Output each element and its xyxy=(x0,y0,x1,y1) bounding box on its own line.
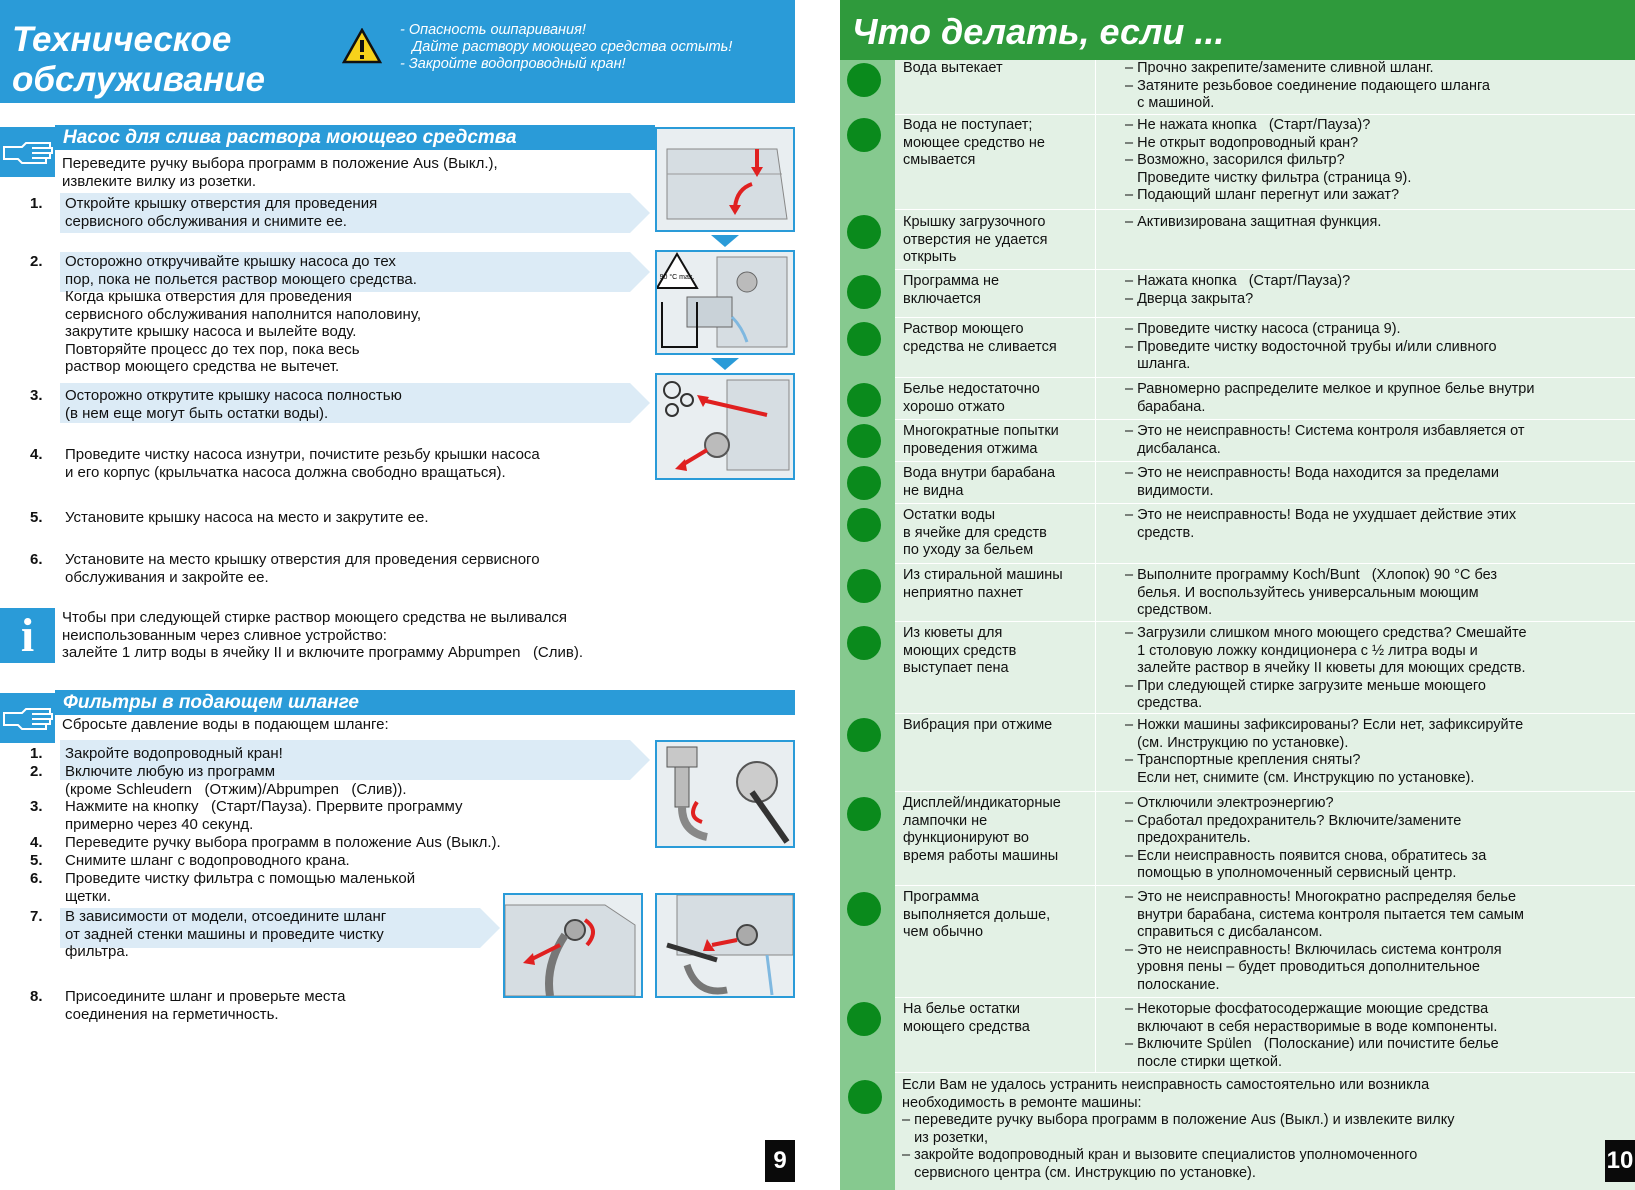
troubleshoot-row: Программа не включается – Нажата кнопка (Старт/Пауза)? – Дверца закрыта? xyxy=(895,270,1635,318)
troubleshoot-row: Из кюветы для моющих средств выступает пена – Загрузили слишком много моющего средства? Смешайте 1 столовую ложку кондиционера с ½ литра воды и залейте раствор в ячейку II кюветы для моющих средств. – При следующей стирке загрузите меньше моющего средства. xyxy=(895,622,1635,714)
illustration-clean-filter xyxy=(655,893,795,998)
left-page: Техническое обслуживание - Опасность ошпаривания! Дайте раствору моющего средства остыть! - Закройте водопроводный кран! Насос для слива раствора моющего средства Переведите ручку выбора программ в положение Aus (Выкл.), извлеките вилку из розетки. 1. Откройте крышку отверстия для проведения сервисного обслуживания и снимите ее. 2. Осторожно откручивайте крышку насоса до тех пор, пока не польется раствор моющего средства. Когда крышка отверстия для проведения сервисного обслуживания наполнится наполовину, закрутите крышку насоса и вылейте воду. Повторяйте процесс до тех пор, пока весь раствор моющего средства не вытечет. 3. Осторожно открутите крышку насоса полностью (в нем еще могут быть остатки воды). 4. Проведите чистку насоса изнутри, почистите резьбу крышки насоса и его корпус (крыльчатка насоса должна свободно вращаться). 5. Установите крышку насоса на место и закрутите ее. 6. Установите на место крышку отверстия для проведения сервисного обслуживания и закройте ее. 90 °C max. i Чтобы при следующей стирке раствор моющего средства не выливался неиспользованным через сливное устройство: залейте 1 литр воды в ячейку II и включите программу Abpumpen (Слив). Фильтры в подающем шланге Сбросьте давление воды в подающем шланге: 1. Закройте водопроводный кран! 2. Включите любую из программ (кроме Schleudern (Отжим)/Abpumpen (Слив)). 3. Нажмите на кнопку (Старт/Пауза). Прервите программу примерно через 40 секунд. 4. Переведите ручку выбора программ в положение Aus (Выкл.). 5. Снимите шланг с водопроводного крана. 6. Проведите чистку фильтра с помощью маленькой щетки. 7. В зависимости от модели, отсоедините шланг от задней стенки машины и проведите чистку фильтра. 8. Присоедините шланг и проверьте места соединения на герметичность. 9 xyxy=(0,0,795,1190)
filters-intro: Сбросьте давление воды в подающем шланге: xyxy=(62,716,389,733)
left-header xyxy=(0,0,795,103)
final-dot xyxy=(848,1080,882,1114)
page-title: Техническое обслуживание xyxy=(12,20,265,99)
troubleshoot-row: На белье остатки моющего средства – Некоторые фосфатосодержащие моющие средства включают в себя нерастворимые в воде компоненты. – Включите Spülen (Полоскание) или почистите белье после стирки щеткой. xyxy=(895,998,1635,1073)
troubleshoot-row: Программа выполняется дольше, чем обычно – Это не неисправность! Многократно распределяя белье внутри барабана, система контроля пытается тем самым справиться с дисбалансом. – Это не неисправность! Включилась система контроля уровня пены – будет проводиться дополнительное полоскание. xyxy=(895,886,1635,998)
troubleshoot-row: Из стиральной машины неприятно пахнет – Выполните программу Koch/Bunt (Хлопок) 90 °C без белья. И воспользуйтесь универсальным моющим средством. xyxy=(895,564,1635,622)
page-number: 10 xyxy=(1605,1140,1635,1182)
troubleshoot-row: Крышку загрузочного отверстия не удается открыть – Активизирована защитная функция. xyxy=(895,210,1635,270)
warning-text: - Опасность ошпаривания! Дайте раствору моющего средства остыть! - Закройте водопроводный кран! xyxy=(400,22,733,72)
troubleshoot-row: Многократные попытки проведения отжима – Это не неисправность! Система контроля избавляется от дисбаланса. xyxy=(895,420,1635,462)
page-number: 9 xyxy=(765,1140,795,1182)
troubleshoot-row: Дисплей/индикаторные лампочки не функционируют во время работы машины – Отключили электроэнергию? – Сработал предохранитель? Включите/замените предохранитель. – Если неисправность появится снова, обратитесь за помощью в уполномоченный сервисный центр. xyxy=(895,792,1635,886)
troubleshoot-row: Вода вытекает – Прочно закрепите/замените сливной шланг. – Затяните резьбовое соединение подающего шланга с машиной. xyxy=(895,60,1635,115)
troubleshoot-row: Остатки воды в ячейке для средств по уходу за бельем – Это не неисправность! Вода не ухудшает действие этих средств. xyxy=(895,504,1635,564)
pump-intro-2: извлеките вилку из розетки. xyxy=(62,173,257,190)
pump-intro-1: Переведите ручку выбора программ в положение Aus (Выкл.), xyxy=(62,155,498,172)
filters-section-heading: Фильтры в подающем шланге xyxy=(55,690,795,715)
pump-section-heading: Насос для слива раствора моющего средства xyxy=(55,125,655,150)
warning-icon xyxy=(342,28,382,64)
troubleshoot-row: Вода внутри барабана не видна – Это не неисправность! Вода находится за пределами видимости. xyxy=(895,462,1635,504)
troubleshoot-row: Белье недостаточно хорошо отжато – Равномерно распределите мелкое и крупное белье внутри барабана. xyxy=(895,378,1635,420)
troubleshoot-row: Раствор моющего средства не сливается – Проведите чистку насоса (страница 9). – Проведите чистку водосточной трубы и/или сливного шланга. xyxy=(895,318,1635,378)
right-header xyxy=(840,0,1635,60)
hand-icon xyxy=(0,127,55,177)
troubleshoot-row: Вибрация при отжиме – Ножки машины зафиксированы? Если нет, зафиксируйте (см. Инструкцию по установке). – Транспортные крепления сняты? Если нет, снимите (см. Инструкцию по установке). xyxy=(895,714,1635,792)
page-title: Что делать, если ... xyxy=(852,11,1225,52)
illustration-tap-hose xyxy=(655,740,795,848)
illustration-back-hose xyxy=(503,893,643,998)
troubleshoot-row: Вода не поступает; моющее средство не смывается – Не нажата кнопка (Старт/Пауза)? – Не открыт водопроводный кран? – Возможно, засорился фильтр? Проведите чистку фильтра (страница 9). – Подающий шланг перегнут или зажат? xyxy=(895,115,1635,210)
illustration-remove-pump-cover xyxy=(655,373,795,480)
info-icon: i xyxy=(0,608,55,663)
info-text: Чтобы при следующей стирке раствор моющего средства не выливался неиспользованным через сливное устройство: залейте 1 литр воды в ячейку II и включите программу Abpumpen (Слив). xyxy=(62,609,584,661)
illustration-open-service-cover xyxy=(655,127,795,232)
hand-icon xyxy=(0,693,55,743)
illustration-drain-water xyxy=(655,250,795,355)
warning-label: 90 °C max. xyxy=(659,274,695,281)
final-note: Если Вам не удалось устранить неисправность самостоятельно или возникла необходимость в ремонте машины: – переведите ручку выбора программ в положение Aus (Выкл.) и извлеките вилку из розетки, – закройте водопроводный кран и вызовите специалистов уполномоченного сервисного центра (см. Инструкцию по установке). xyxy=(902,1077,1455,1181)
right-page xyxy=(840,0,1635,1190)
